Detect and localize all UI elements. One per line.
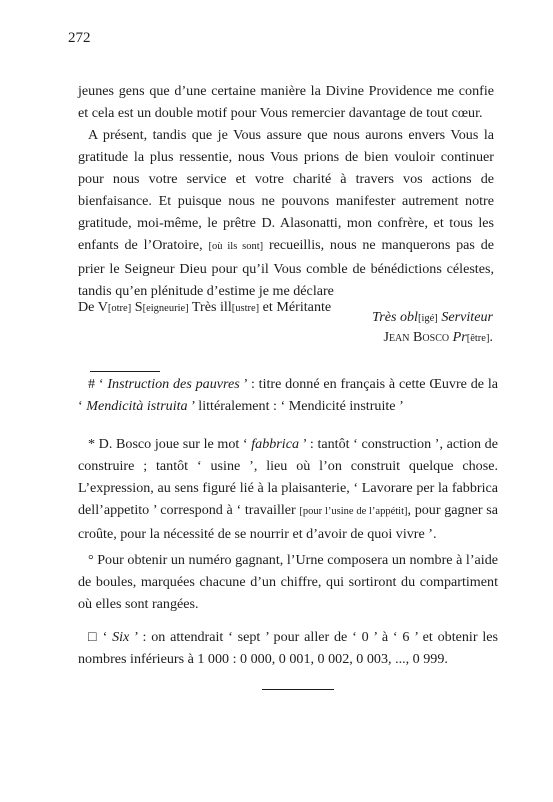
closing-eigneurie: [eigneurie]: [142, 303, 189, 314]
signature-tres-obl: Très obl: [372, 309, 418, 325]
signature-etre: [être]: [466, 333, 490, 344]
footnote-2-mark: * D. Bosco joue sur le mot ‘: [88, 436, 248, 452]
closing-otre: [otre]: [107, 303, 132, 314]
closing-tres-ill: Très ill: [188, 299, 232, 315]
footnote-1-mark: # ‘: [88, 376, 104, 392]
footnote-4-mark: □ ‘: [88, 629, 113, 645]
closing-formula: [78, 296, 331, 320]
footnote-2-text-1: ’ : tantôt ‘ construction ’, action de construire ; tantôt ‘ usine ’, lieu où l’on construit quelque chose. L’expression, au sens figuré lié à la plaisanterie, ‘ Lavorare per la fabbrica dell’appetito ’ correspond à ‘ travailler: [78, 436, 498, 518]
footnote-2-text: [78, 433, 498, 545]
footnote-2-italic-1: fabbrica: [251, 436, 300, 452]
closing-et-meritante: et Méritante: [259, 299, 332, 315]
signature-serviteur: Serviteur: [437, 309, 493, 325]
footnote-2: [78, 433, 498, 545]
signature-name: [383, 326, 493, 350]
letter-paragraph-2: [78, 124, 494, 302]
letter-paragraph-1: jeunes gens que d’une certaine manière la Divine Providence me confie et cela est un double motif pour Vous remercier davantage de tout cœur.: [78, 83, 494, 121]
letter-paragraph-2-part-b: recueillis, nous ne manquerons pas de prier le Seigneur Dieu pour qu’il Vous comble de bénédictions célestes, tandis qu’en plénitude d’estime je me déclare: [78, 237, 494, 299]
editorial-insertion: [où ils sont]: [208, 241, 264, 252]
footnote-1-italic-2: Mendicità istruita: [86, 398, 188, 414]
end-divider: [262, 689, 334, 690]
closing-s: S: [131, 299, 143, 315]
signature-author: Jean Bosco: [383, 329, 450, 345]
closing-de-v: De V: [78, 299, 108, 315]
footnote-2-text-2: , pour gagner sa croûte, pour la nécessité de se nourrir et d’avoir de quoi vivre ’.: [78, 502, 498, 542]
footnote-1-text-1: ’ : titre donné en français à cette Œuvre de la ‘: [78, 376, 499, 414]
footnote-1: [78, 373, 498, 417]
signature-end: .: [489, 329, 493, 345]
footnote-2-bracket: [pour l’usine de l’appétit]: [299, 506, 408, 517]
closing-ustre: [ustre]: [231, 303, 260, 314]
signature-ige: [igé]: [417, 313, 438, 324]
footnote-1-text-2: ’ littéralement : ‘ Mendicité instruite ’: [187, 398, 404, 414]
footnote-3: [78, 549, 498, 615]
letter-paragraph-2-part-a: A présent, tandis que je Vous assure que nous aurons envers Vous la gratitude la plus ressentie, nous Vous prions de bien vouloir continuer pour nous votre service et votre charité à travers vos actions de bienfaisance. Et puisque nous ne pouvons manifester autrement notre gratitude, moi-même, le prêtre D. Alasonatti, mon confrère, et tous les enfants de l’Oratoire,: [78, 127, 494, 253]
signature-pr: Pr: [452, 329, 467, 345]
footnote-1-text: [78, 373, 498, 417]
footnote-4: [78, 626, 498, 670]
footnote-4-text: [78, 626, 498, 670]
footnote-3-text: ° Pour obtenir un numéro gagnant, l’Urne composera un nombre à l’aide de boules, marquées chacune d’un chiffre, qui sortiront du compartiment où elles sont rangées.: [78, 552, 498, 612]
footnote-4-italic-1: Six: [112, 629, 130, 645]
footnote-4-text-1: ’ : on attendrait ‘ sept ’ pour aller de ‘ 0 ’ à ‘ 6 ’ et obtenir les nombres inférieurs à 1 000 : 0 000, 0 001, 0 002, 0 003, ..., 0 999.: [78, 629, 498, 667]
footnote-divider: [90, 371, 160, 372]
letter-body: [78, 80, 494, 302]
footnote-1-italic-1: Instruction des pauvres: [107, 376, 240, 392]
page-number: 272: [68, 30, 91, 46]
